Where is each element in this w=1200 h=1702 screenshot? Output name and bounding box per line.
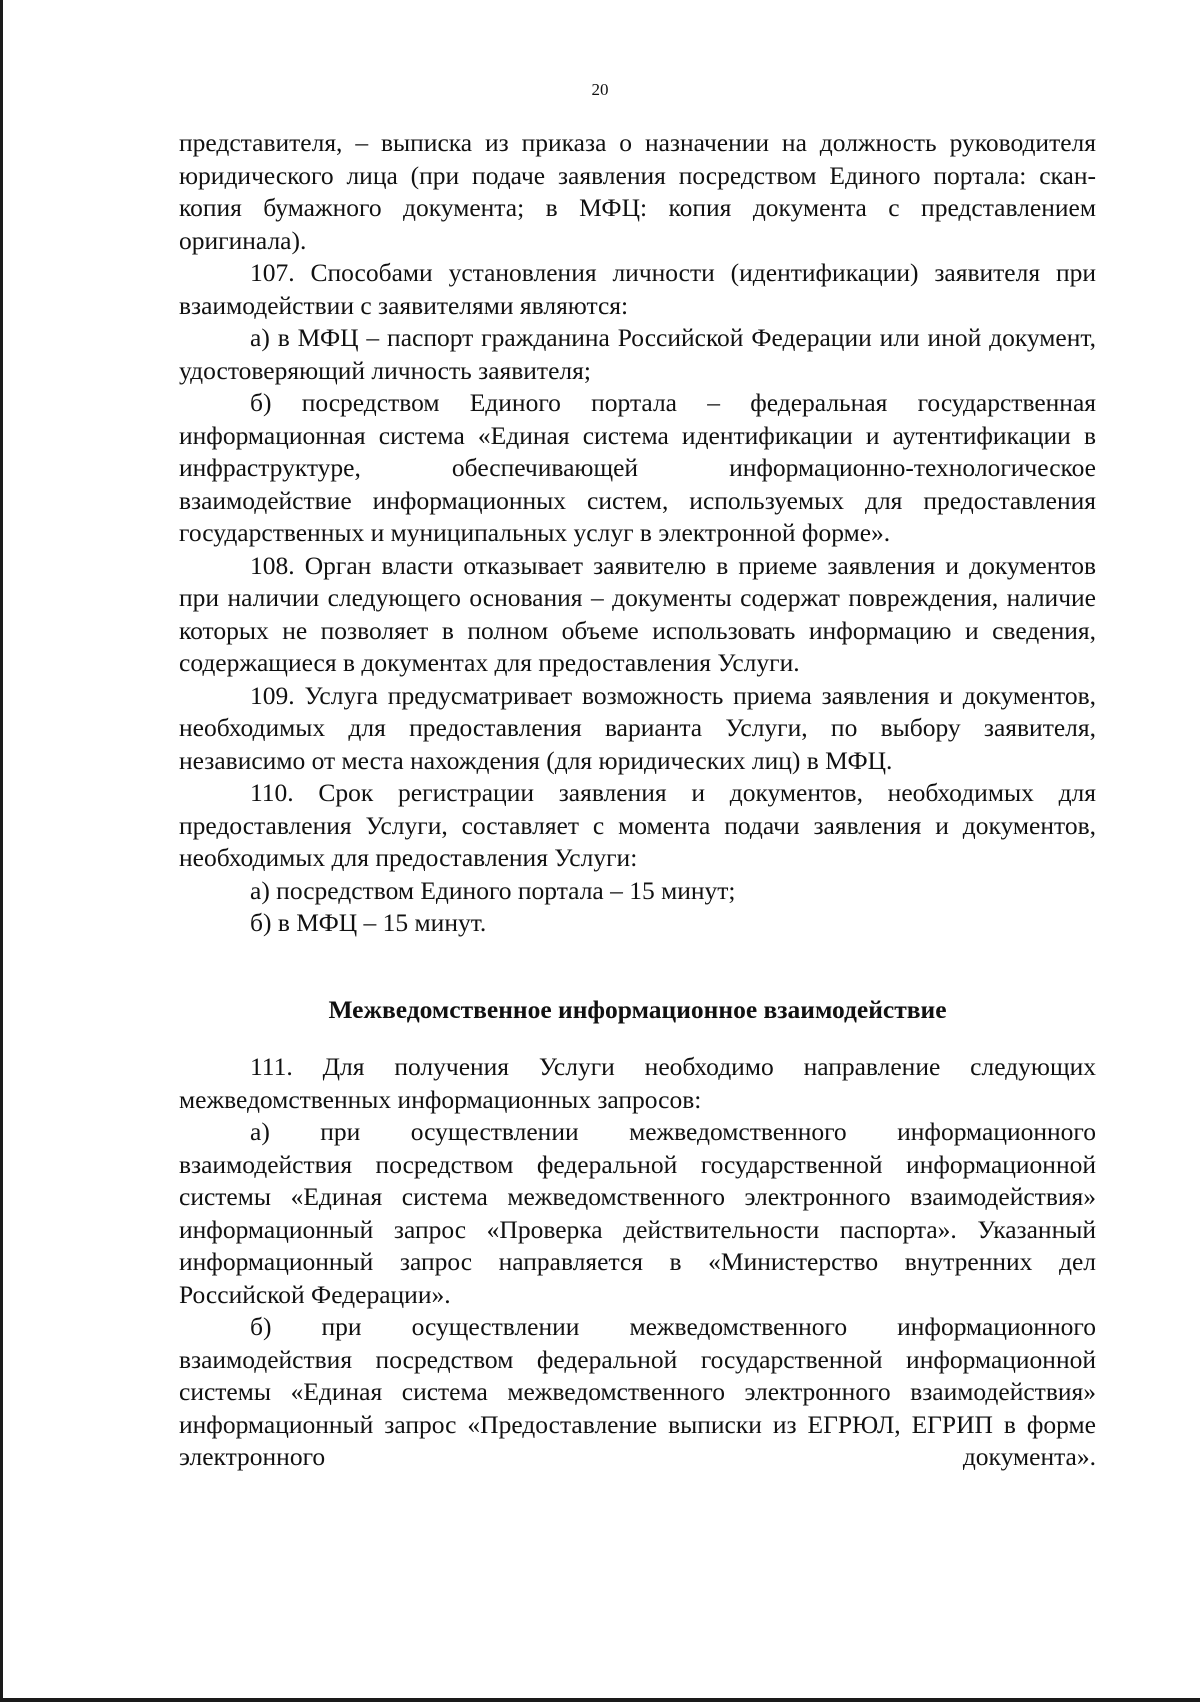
paragraph-108: 108. Орган власти отказывает заявителю в приеме заявления и документов при наличии следующего основания – документы содержат повреждения, наличие которых не позволяет в полном объеме использовать информацию и сведения, содержащиеся в документах для предоставления Услуги. [179,550,1096,677]
paragraph-111-a: а) при осуществлении межведомственного информационного взаимодействия посредством федеральной государственной информационной системы «Единая система межведомственного электронного взаимодействия» информационный запрос «Проверка действительности паспорта». Указанный информационный запрос направляется в «Министерство внутренних дел Российской Федерации». [179,1117,1096,1309]
paragraph-109: 109. Услуга предусматривает возможность приема заявления и документов, необходимых для предоставления варианта Услуги, по выбору заявителя, независимо от места нахождения (для юридических лиц) в МФЦ. [179,680,1096,775]
paragraph-111-b: б) при осуществлении межведомственного информационного взаимодействия посредством федеральной государственной информационной системы «Единая система межведомственного электронного взаимодействия» информационный запрос «Предоставление выписки из ЕГРЮЛ, ЕГРИП в форме электронного документа». [179,1312,1096,1471]
page-number: 20 [591,80,609,99]
paragraph-continuation: представителя, – выписка из приказа о назначении на должность руководителя юридического лица (при подаче заявления посредством Единого портала: скан-копия бумажного документа; в МФЦ: копия документа с представлением оригинала). [179,128,1096,255]
paragraph-110: 110. Срок регистрации заявления и документов, необходимых для предоставления Услуги, составляет с момента подачи заявления и документов, необходимых для предоставления Услуги: [179,778,1096,872]
paragraph-110-b: б) в МФЦ – 15 минут. [250,908,487,937]
paragraph-107: 107. Способами установления личности (идентификации) заявителя при взаимодействии с заявителями являются: [179,258,1096,320]
paragraph-110-a: а) посредством Единого портала – 15 минут; [250,875,736,905]
scan-edge-left [0,0,3,1702]
section-heading: Межведомственное информационное взаимодействие [328,994,947,1024]
scan-edge-bottom [0,1698,1200,1702]
document-body [179,127,1096,1474]
paragraph-111: 111. Для получения Услуги необходимо направление следующих межведомственных информационных запросов: [179,1052,1096,1114]
paragraph-107-a: а) в МФЦ – паспорт гражданина Российской Федерации или иной документ, удостоверяющий личность заявителя; [179,323,1096,385]
paragraph-107-b: б) посредством Единого портала – федеральная государственная информационная система «Единая система идентификации и аутентификации в инфраструктуре, обеспечивающей информационно-технологическое взаимодействие информационных систем, используемых для предоставления государственных и муниципальных услуг в электронной форме». [179,388,1096,547]
